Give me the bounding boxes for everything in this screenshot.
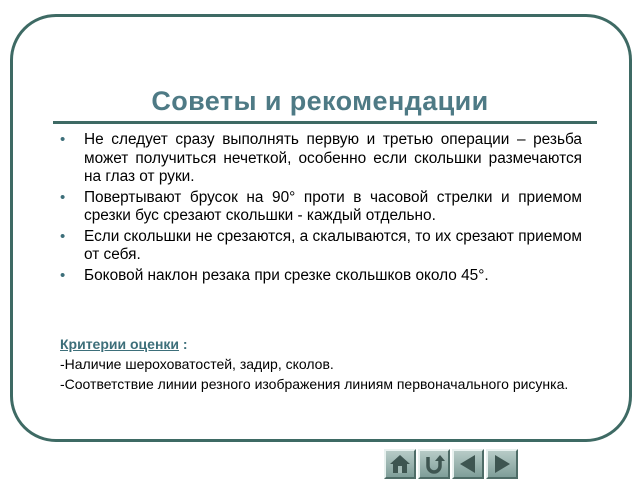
next-button[interactable]: [486, 449, 518, 479]
list-item-text: Повертывают брусок на 90° проти в часовой стрелки и приемом срезки бус срезают скольшки - каждый отдельно.: [84, 188, 582, 224]
list-item: [60, 189, 582, 226]
previous-icon: [456, 453, 480, 475]
list-item: [60, 131, 582, 187]
next-icon: [490, 453, 514, 475]
criteria-heading: [60, 334, 620, 354]
slide-title: Советы и рекомендации: [151, 86, 489, 116]
list-item: [60, 267, 582, 286]
bullet-icon: •: [60, 131, 66, 148]
bullet-icon: •: [60, 266, 66, 284]
list-item-text: Если скольшки не срезаются, а скалываются, то их срезают приемом от себя.: [84, 227, 582, 263]
home-button[interactable]: [384, 449, 416, 479]
bullet-icon: •: [60, 188, 66, 206]
previous-button[interactable]: [452, 449, 484, 479]
list-item-text: Боковой наклон резака при срезке скольшков около 45°.: [84, 266, 489, 284]
return-button[interactable]: [418, 449, 450, 479]
home-icon: [388, 453, 412, 475]
criteria-colon: :: [179, 336, 188, 352]
navigation-bar: [384, 449, 520, 479]
list-item: [60, 228, 582, 265]
bullet-icon: •: [60, 227, 66, 245]
criteria-link[interactable]: Критерии оценки: [60, 336, 180, 352]
title-divider: [53, 121, 597, 124]
list-item-text: Не следует сразу выполнять первую и третью операции – резьба может получиться нечеткой, особенно если скольшки размечаются на глаз от руки.: [84, 131, 582, 185]
criteria-block: [60, 334, 620, 394]
tips-list: [60, 131, 582, 287]
return-icon: [422, 453, 446, 475]
criteria-line: -Наличие шероховатостей, задир, сколов.: [60, 356, 334, 372]
criteria-line: -Соответствие линии резного изображения линиям первоначального рисунка.: [60, 376, 569, 392]
